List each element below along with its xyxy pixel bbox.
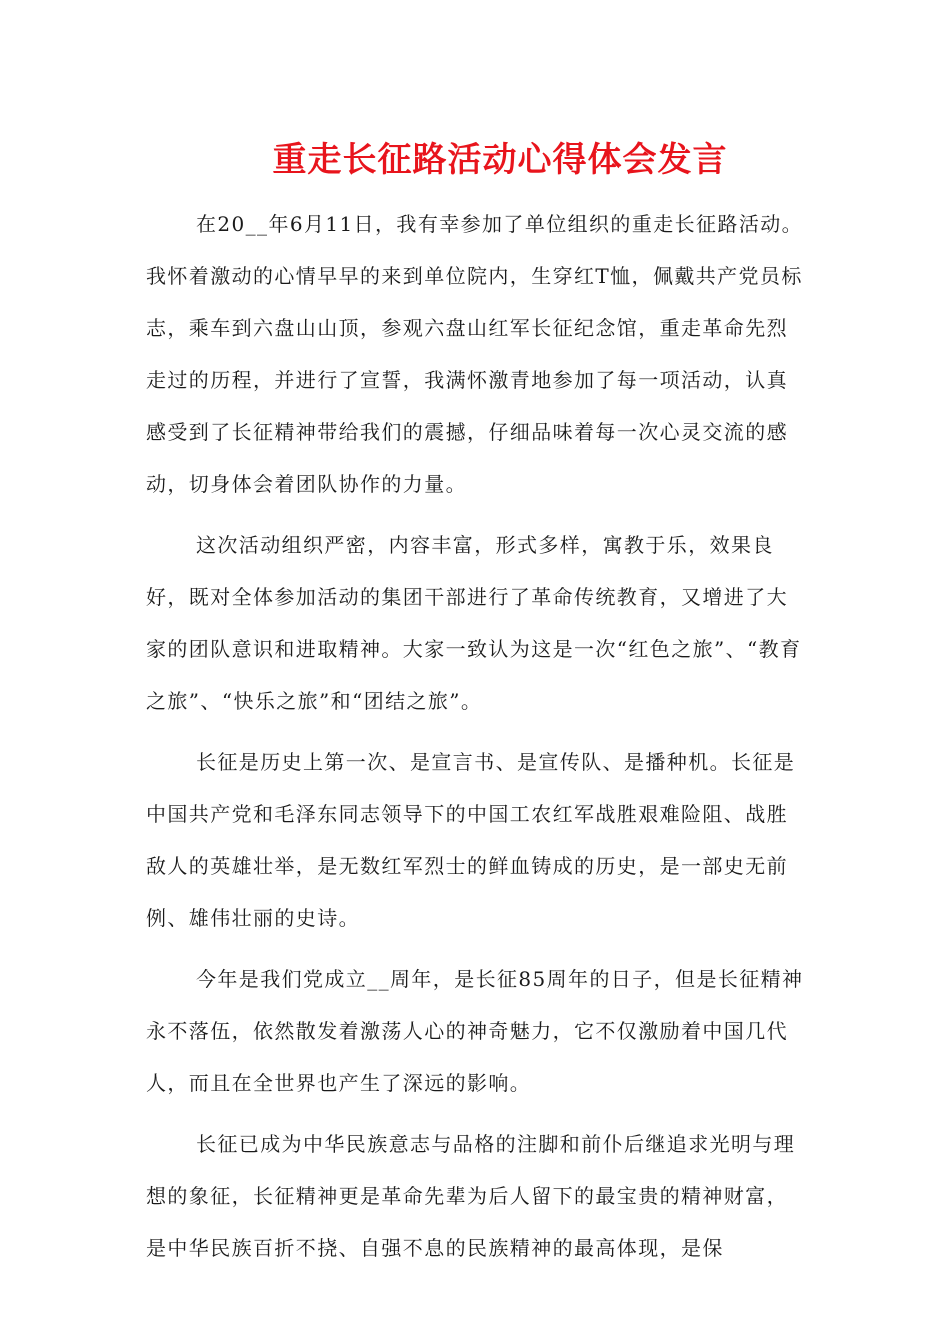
paragraph-5: 长征已成为中华民族意志与品格的注脚和前仆后继追求光明与理想的象征，长征精神更是革命先辈为后人留下的最宝贵的精神财富，是中华民族百折不挠、自强不息的民族精神的最高体现，是保 (146, 1132, 796, 1260)
paragraph-3: 长征是历史上第一次、是宣言书、是宣传队、是播种机。长征是中国共产党和毛泽东同志领导下的中国工农红军战胜艰难险阻、战胜敌人的英雄壮举，是无数红军烈士的鲜血铸成的历史，是一部史无前例、雄伟壮丽的史诗。 (146, 750, 796, 930)
document-title: 重走长征路活动心得体会发言 (272, 140, 728, 180)
document-body (146, 198, 806, 1283)
paragraph-2: 这次活动组织严密，内容丰富，形式多样，寓教于乐，效果良好，既对全体参加活动的集团干部进行了革命传统教育，又增进了大家的团队意识和进取精神。大家一致认为这是一次“红色之旅”、“教育之旅”、“快乐之旅”和“团结之旅”。 (146, 533, 802, 713)
paragraph-4: 今年是我们党成立__周年，是长征85周年的日子，但是长征精神永不落伍，依然散发着激荡人心的神奇魅力，它不仅激励着中国几代人，而且在全世界也产生了深远的影响。 (146, 967, 804, 1095)
paragraph-1: 在20__年6月11日，我有幸参加了单位组织的重走长征路活动。我怀着激动的心情早早的来到单位院内，生穿红T恤，佩戴共产党员标志，乘车到六盘山山顶，参观六盘山红军长征纪念馆，重走革命先烈走过的历程，并进行了宣誓，我满怀激青地参加了每一项活动，认真感受到了长征精神带给我们的震撼，仔细品味着每一次心灵交流的感动，切身体会着团队协作的力量。 (146, 212, 804, 496)
